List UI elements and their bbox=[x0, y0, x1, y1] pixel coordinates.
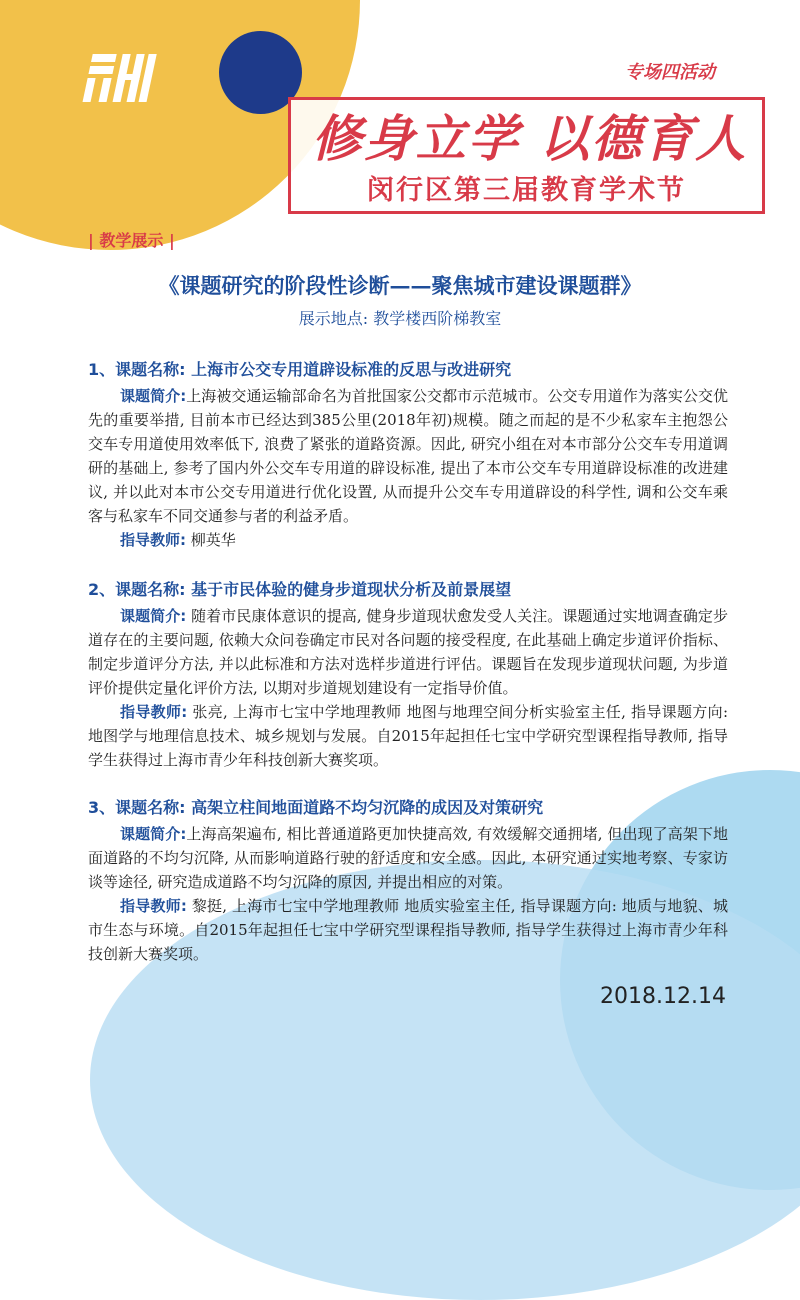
venue: 展示地点: 教学楼西阶梯教室 bbox=[298, 309, 502, 328]
intro-label: 课题简介: bbox=[120, 825, 187, 843]
title-box bbox=[288, 97, 765, 214]
topic-teacher bbox=[88, 528, 728, 552]
topic-teacher bbox=[88, 894, 728, 966]
section-tag: | 教学展示 | bbox=[88, 231, 175, 250]
teacher-text: 黎挺, 上海市七宝中学地理教师 地质实验室主任, 指导课题方向: 地质与地貌、城市生态与环境。自2015年起担任七宝中学研究型课程指导教师, 指导学生获得过上海市青少年科技创新大赛奖项。 bbox=[88, 897, 728, 963]
intro-text: 上海高架遍布, 相比普通道路更加快捷高效, 有效缓解交通拥堵, 但出现了高架下地面道路的不均匀沉降, 从而影响道路行驶的舒适度和安全感。因此, 本研究通过实地考察、专家访谈等途径, 研究造成道路不均匀沉降的原因, 并提出相应的对策。 bbox=[88, 825, 729, 891]
date: 2018.12.14 bbox=[600, 984, 726, 1009]
main-title: 《课题研究的阶段性诊断——聚焦城市建设课题群》 bbox=[158, 273, 642, 298]
teacher-text: 柳英华 bbox=[190, 531, 236, 549]
festival-name: 闵行区第三届教育学术节 bbox=[367, 175, 686, 206]
section-tag-label: 教学展示 bbox=[99, 231, 164, 250]
topic-teacher bbox=[88, 700, 728, 772]
teacher-label: 指导教师: bbox=[120, 703, 188, 721]
teacher-label: 指导教师: bbox=[120, 531, 186, 549]
intro-text: 上海被交通运输部命名为首批国家公交都市示范城市。公交专用道作为落实公交优先的重要举措, 目前本市已经达到385公里(2018年初)规模。随之而起的是不少私家车主抱怨公交车专用道使用效率低下, 浪费了紧张的道路资源。因此, 研究小组在对本市部分公交车专用道调研的基础上, 参考了国内外公交车专用道的辟设标准, 提出了本市公交车专用道辟设标准的改进建议, 并以此对本市公交专用道进行优化设置, 从而提升公交车专用道辟设的科学性, 调和公交车乘客与私家车不同交通参与者的利益矛盾。 bbox=[88, 387, 728, 525]
topic-title: 2、课题名称: 基于市民体验的健身步道现状分析及前景展望 bbox=[88, 580, 512, 599]
teacher-label: 指导教师: bbox=[120, 897, 187, 915]
event-tag: 专场四活动 bbox=[625, 62, 715, 83]
topic-title: 3、课题名称: 高架立柱间地面道路不均匀沉降的成因及对策研究 bbox=[88, 798, 544, 817]
teacher-text: 张亮, 上海市七宝中学地理教师 地图与地理空间分析实验室主任, 指导课题方向: 地图学与地理信息技术、城乡规划与发展。自2015年起担任七宝中学研究型课程指导教师, 指导学生获得过上海市青少年科技创新大赛奖项。 bbox=[88, 703, 728, 769]
topic-1 bbox=[88, 357, 728, 552]
topic-title: 1、课题名称: 上海市公交专用道辟设标准的反思与改进研究 bbox=[88, 360, 512, 379]
topic-intro bbox=[88, 604, 728, 700]
school-logo-icon bbox=[78, 48, 170, 108]
topic-intro bbox=[88, 822, 728, 894]
topic-2 bbox=[88, 577, 728, 772]
intro-text: 随着市民康体意识的提高, 健身步道现状愈发受人关注。课题通过实地调查确定步道存在的主要问题, 依赖大众问卷确定市民对各问题的接受程度, 在此基础上确定步道评价指标、制定步道评分方法, 并以此标准和方法对选样步道进行评估。课题旨在发现步道现状问题, 为步道评价提供定量化评价方法, 以期对步道规划建设有一定指导价值。 bbox=[88, 607, 729, 697]
intro-label: 课题简介: bbox=[120, 607, 187, 625]
topic-intro bbox=[88, 384, 728, 528]
slogan: 修身立学 以德育人 bbox=[311, 110, 748, 168]
topic-3 bbox=[88, 795, 728, 966]
intro-label: 课题简介: bbox=[120, 387, 187, 405]
